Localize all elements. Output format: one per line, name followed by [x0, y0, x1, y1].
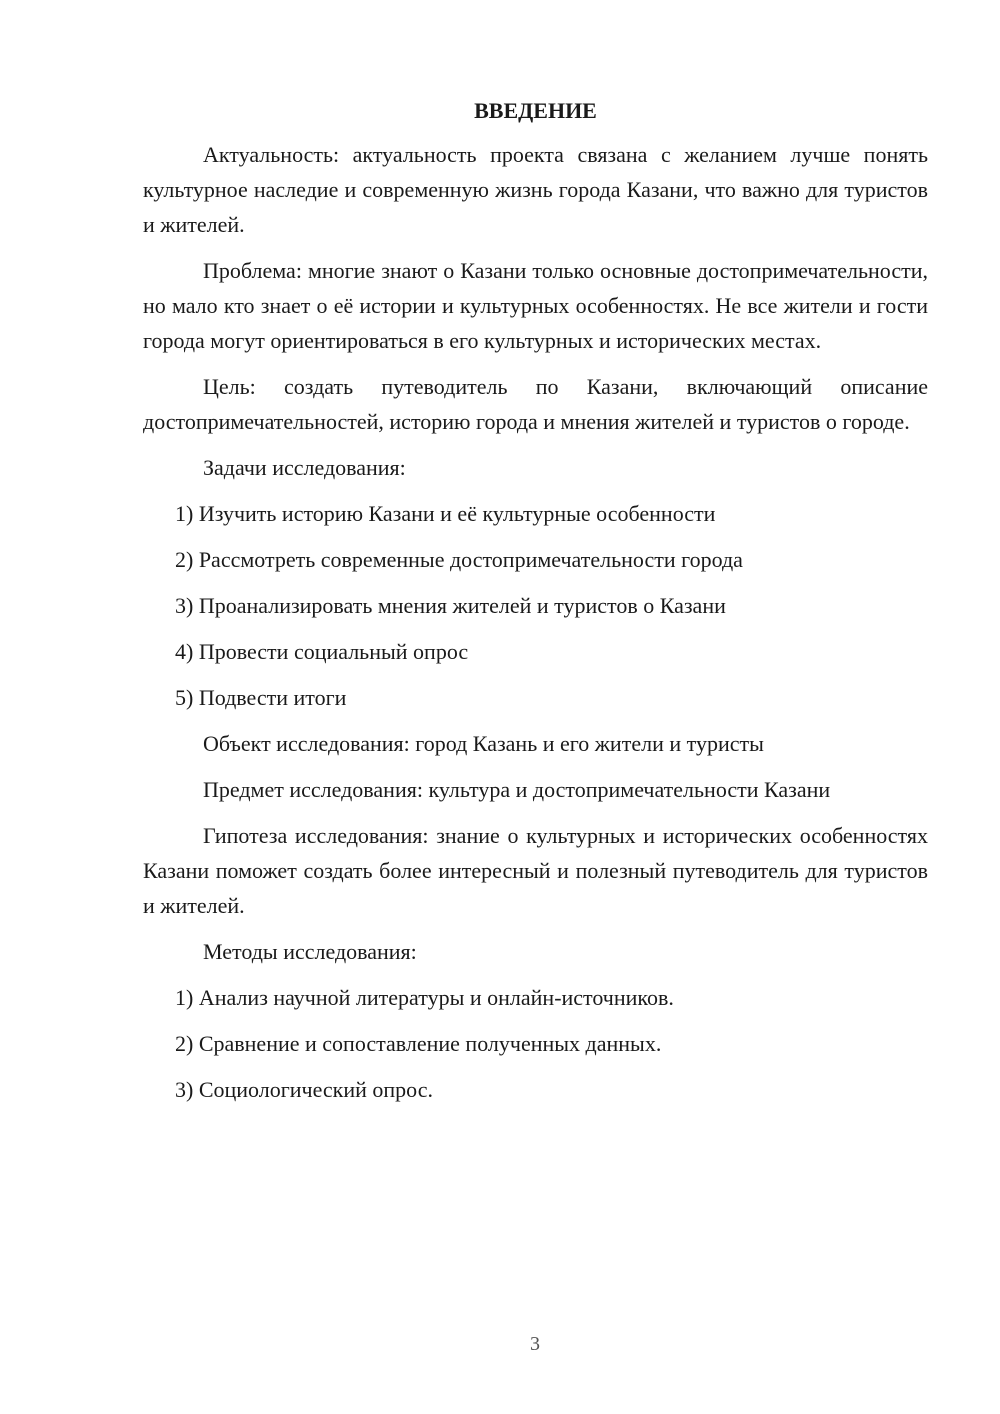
relevance-paragraph: Актуальность: актуальность проекта связана с желанием лучше понять культурное наследие и современную жизнь города Казани, что важно для туристов и жителей. [143, 142, 928, 237]
tasks-list [143, 496, 928, 715]
hypothesis-paragraph: Гипотеза исследования: знание о культурных и исторических особенностях Казани поможет создать более интересный и полезный путеводитель для туристов и жителей. [143, 823, 928, 918]
list-item: 3) Социологический опрос. [175, 1077, 433, 1102]
problem-paragraph: Проблема: многие знают о Казани только основные достопримечательности, но мало кто знает о её истории и культурных особенностях. Не все жители и гости города могут ориентироваться в его культурных и исторических местах. [143, 258, 928, 353]
list-item: 3) Проанализировать мнения жителей и туристов о Казани [175, 593, 726, 618]
methods-heading: Методы исследования: [203, 939, 417, 964]
list-item: 1) Анализ научной литературы и онлайн-источников. [175, 985, 674, 1010]
object-line: Объект исследования: город Казань и его жители и туристы [203, 731, 764, 756]
document-page [143, 94, 928, 1118]
list-item: 5) Подвести итоги [175, 685, 347, 710]
list-item: 4) Провести социальный опрос [175, 639, 469, 664]
subject-line: Предмет исследования: культура и достопримечательности Казани [203, 777, 831, 802]
goal-paragraph: Цель: создать путеводитель по Казани, включающий описание достопримечательностей, историю города и мнения жителей и туристов о городе. [143, 374, 928, 434]
page-number: 3 [530, 1333, 540, 1355]
page-title: ВВЕДЕНИЕ [474, 98, 597, 123]
list-item: 1) Изучить историю Казани и её культурные особенности [175, 501, 716, 526]
list-item: 2) Сравнение и сопоставление полученных данных. [175, 1031, 662, 1056]
methods-list [143, 980, 928, 1107]
tasks-heading: Задачи исследования: [203, 455, 406, 480]
list-item: 2) Рассмотреть современные достопримечательности города [175, 547, 743, 572]
